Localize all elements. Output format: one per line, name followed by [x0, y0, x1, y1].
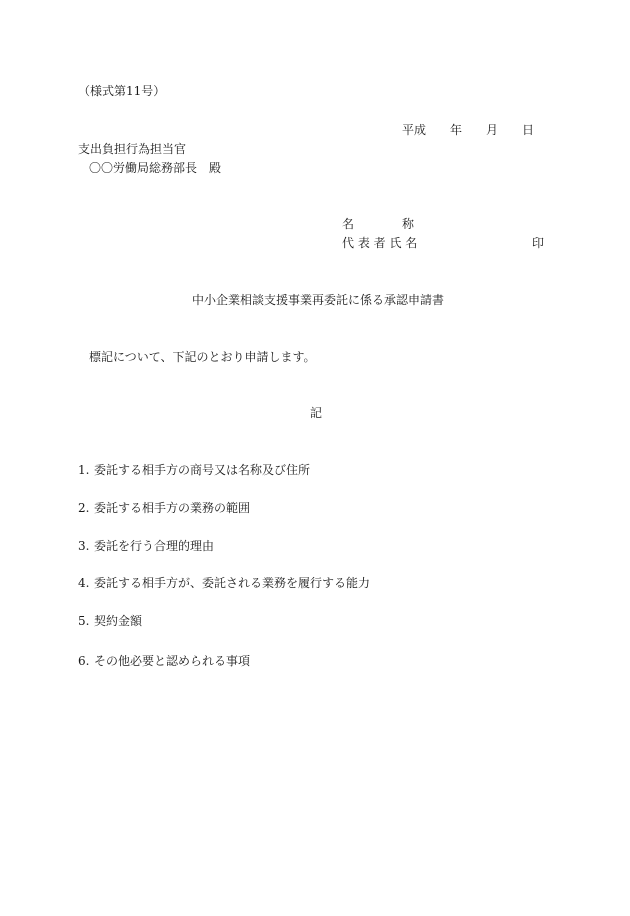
item-text: その他必要と認められる事項: [94, 654, 251, 668]
applicant-name-label-2: 称: [402, 217, 415, 231]
list-item: [78, 464, 310, 476]
date-month-suffix: 月: [486, 123, 499, 137]
date-line: [402, 124, 534, 136]
representative-label: 代 表 者 氏 名: [342, 236, 418, 250]
applicant-name-label-1: 名: [342, 217, 355, 231]
list-item: [78, 502, 250, 514]
item-text: 委託する相手方の業務の範囲: [94, 501, 251, 515]
item-number: 6.: [78, 654, 90, 668]
document-title: 中小企業相談支援事業再委託に係る承認申請書: [192, 293, 445, 307]
date-day-suffix: 日: [522, 123, 535, 137]
list-item: [78, 577, 370, 589]
list-item: [78, 540, 214, 552]
item-text: 契約金額: [94, 614, 143, 628]
item-text: 委託する相手方の商号又は名称及び住所: [94, 463, 311, 477]
item-number: 3.: [78, 539, 90, 553]
item-number: 2.: [78, 501, 90, 515]
item-text: 委託を行う合理的理由: [94, 539, 215, 553]
applicant-name-row: [342, 218, 414, 230]
list-item: [78, 655, 250, 667]
item-number: 4.: [78, 576, 90, 590]
representative-row: [342, 236, 545, 250]
date-era: 平成: [402, 123, 427, 137]
ki-heading: 記: [310, 406, 323, 420]
date-year-suffix: 年: [450, 123, 463, 137]
seal-label: 印: [532, 236, 545, 250]
addressee-name: 〇〇労働局総務部長 殿: [89, 161, 222, 175]
form-number: （様式第11号）: [78, 84, 166, 98]
item-text: 委託する相手方が、委託される業務を履行する能力: [94, 576, 371, 590]
item-number: 5.: [78, 614, 90, 628]
addressee-title: 支出負担行為担当官: [78, 142, 187, 156]
application-statement: 標記について、下記のとおり申請します。: [89, 350, 316, 364]
item-number: 1.: [78, 463, 90, 477]
list-item: [78, 615, 142, 627]
